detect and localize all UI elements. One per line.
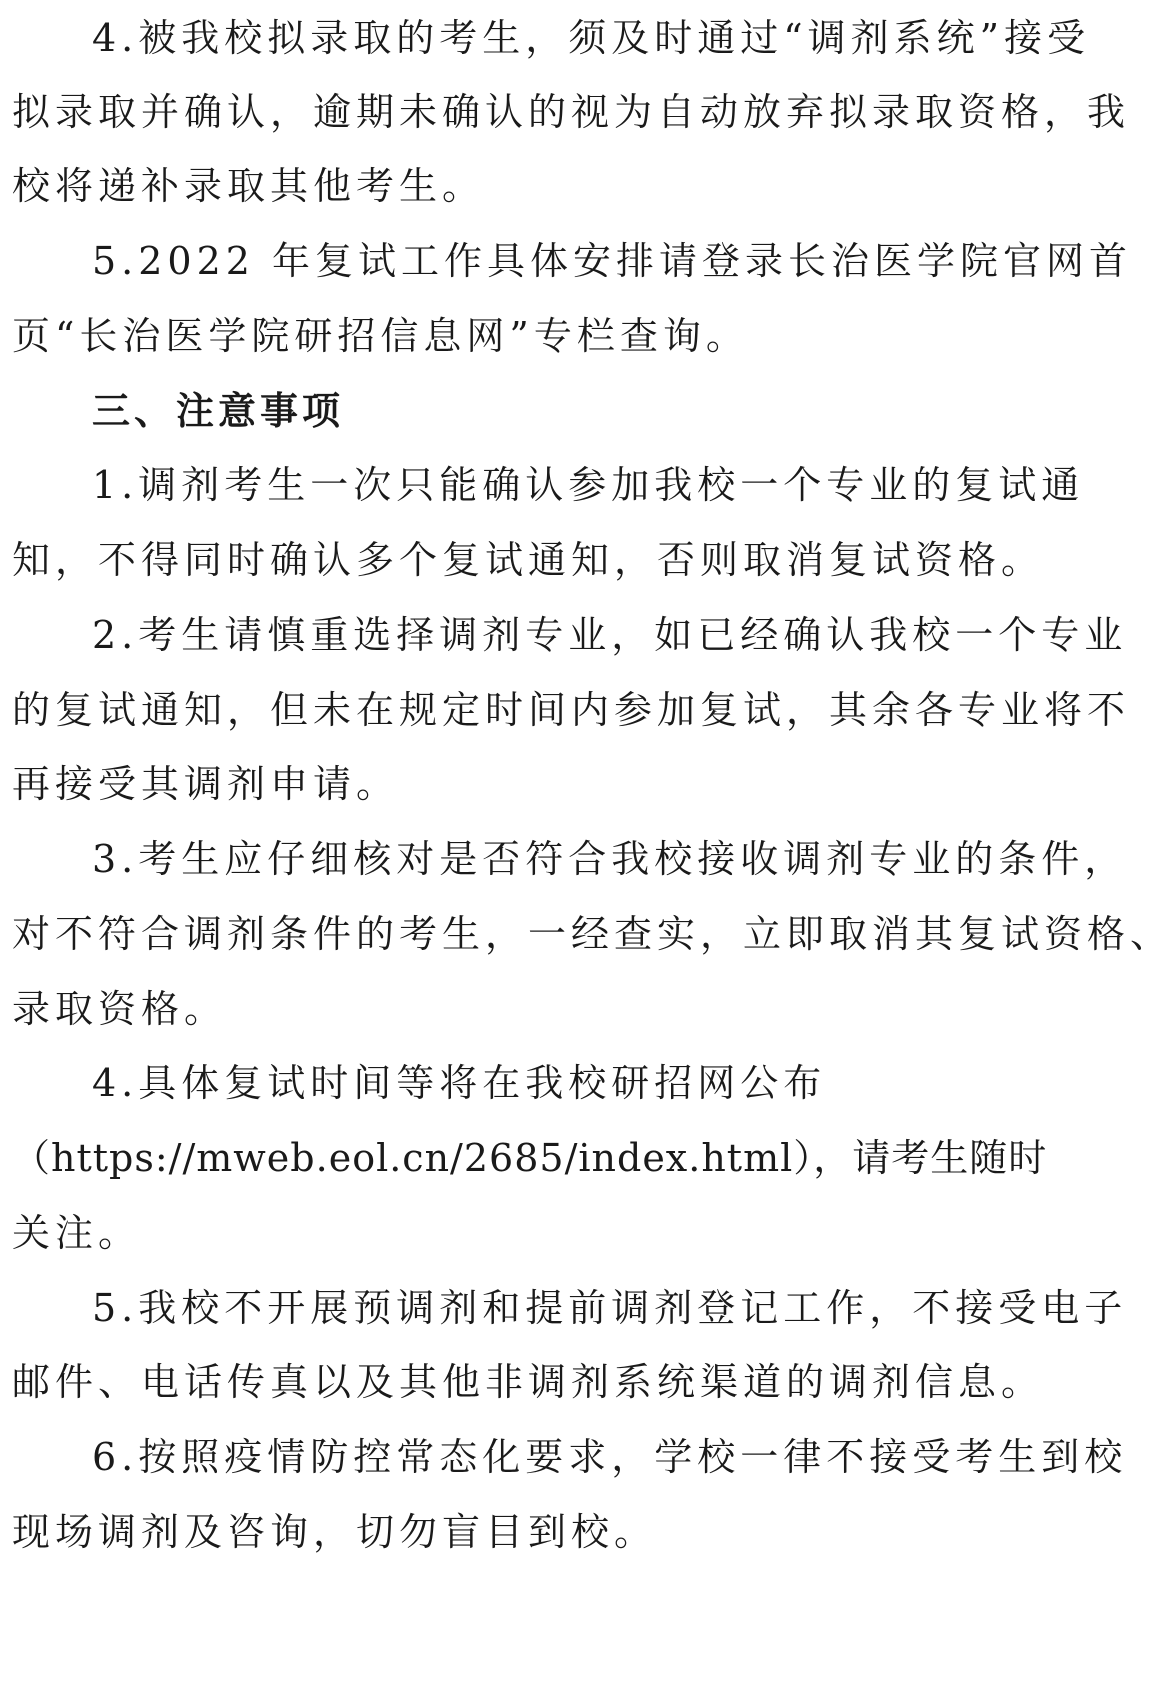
paragraph-4-line-1: 4.被我校拟录取的考生，须及时通过“调剂系统”接受	[92, 16, 1091, 60]
note-5-line-1: 5.我校不开展预调剂和提前调剂登记工作，不接受电子	[92, 1286, 1128, 1330]
paragraph-5-line-1: 5.2022 年复试工作具体安排请登录长治医学院官网首	[92, 239, 1133, 283]
note-6-line-1: 6.按照疫情防控常态化要求，学校一律不接受考生到校	[92, 1435, 1128, 1479]
paragraph-5-line-2: 页“长治医学院研招信息网”专栏查询。	[12, 314, 749, 358]
paragraph-4-line-2: 拟录取并确认，逾期未确认的视为自动放弃拟录取资格，我	[12, 90, 1131, 134]
note-1-line-2: 知，不得同时确认多个复试通知，否则取消复试资格。	[12, 538, 1045, 582]
note-3-line-3: 录取资格。	[12, 987, 228, 1031]
note-2-line-3: 再接受其调剂申请。	[12, 762, 400, 806]
note-4-line-2-url: （https://mweb.eol.cn/2685/index.html），请考生随时	[12, 1136, 1048, 1180]
note-3-line-2: 对不符合调剂条件的考生，一经查实，立即取消其复试资格、	[12, 912, 1174, 956]
note-5-line-2: 邮件、电话传真以及其他非调剂系统渠道的调剂信息。	[12, 1360, 1045, 1404]
paragraph-4-line-3: 校将递补录取其他考生。	[12, 164, 486, 208]
note-3-line-1: 3.考生应仔细核对是否符合我校接收调剂专业的条件，	[92, 837, 1128, 881]
note-1-line-1: 1.调剂考生一次只能确认参加我校一个专业的复试通	[92, 463, 1085, 507]
section-heading-notes: 三、注意事项	[92, 389, 345, 433]
note-4-line-1: 4.具体复试时间等将在我校研招网公布	[92, 1061, 827, 1105]
note-4-line-3: 关注。	[12, 1211, 142, 1255]
note-2-line-1: 2.考生请慎重选择调剂专业，如已经确认我校一个专业	[92, 613, 1128, 657]
note-6-line-2: 现场调剂及咨询，切勿盲目到校。	[12, 1510, 658, 1554]
note-2-line-2: 的复试通知，但未在规定时间内参加复试，其余各专业将不	[12, 688, 1131, 732]
